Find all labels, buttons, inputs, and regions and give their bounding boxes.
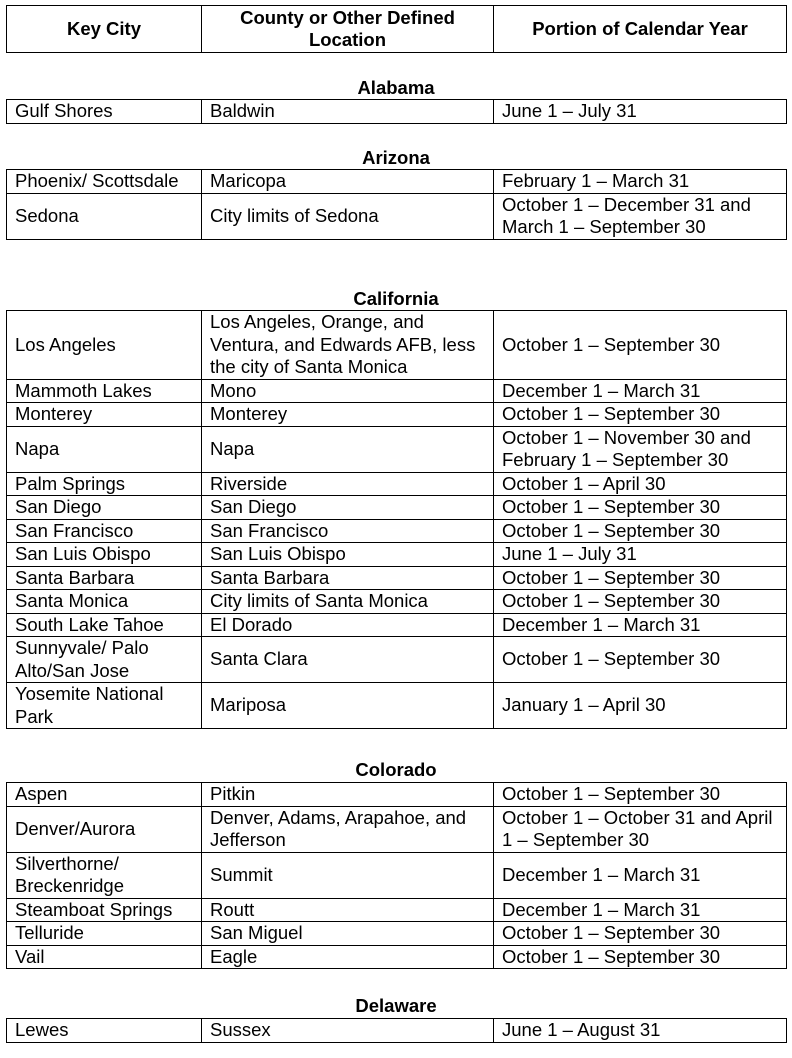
state-table-delaware <box>6 1018 787 1043</box>
portion-cell: February 1 – March 31 <box>494 170 787 194</box>
table-row <box>7 898 787 922</box>
portion-cell: December 1 – March 31 <box>494 852 787 898</box>
state-heading-alabama: Alabama <box>357 77 435 98</box>
city-cell: Aspen <box>7 783 202 807</box>
city-cell: Telluride <box>7 922 202 946</box>
county-cell: Mariposa <box>202 683 494 729</box>
city-cell: Gulf Shores <box>7 100 202 124</box>
portion-cell: December 1 – March 31 <box>494 613 787 637</box>
portion-cell: October 1 – November 30 and February 1 – September 30 <box>494 426 787 472</box>
portion-cell: June 1 – August 31 <box>494 1019 787 1043</box>
table-row <box>7 100 787 124</box>
portion-cell: October 1 – September 30 <box>494 566 787 590</box>
table-row <box>7 379 787 403</box>
city-cell: Los Angeles <box>7 311 202 380</box>
county-cell: Mono <box>202 379 494 403</box>
portion-cell: October 1 – September 30 <box>494 403 787 427</box>
portion-cell: October 1 – April 30 <box>494 472 787 496</box>
city-cell: San Diego <box>7 496 202 520</box>
state-heading-arizona: Arizona <box>362 147 430 168</box>
state-heading-delaware: Delaware <box>355 995 437 1016</box>
portion-cell: October 1 – December 31 and March 1 – September 30 <box>494 193 787 239</box>
state-table-california <box>6 310 787 729</box>
county-cell: Summit <box>202 852 494 898</box>
county-cell: Monterey <box>202 403 494 427</box>
table-row <box>7 590 787 614</box>
county-cell: Santa Clara <box>202 637 494 683</box>
city-cell: Palm Springs <box>7 472 202 496</box>
table-row <box>7 922 787 946</box>
city-cell: Sunnyvale/ Palo Alto/San Jose <box>7 637 202 683</box>
county-cell: Riverside <box>202 472 494 496</box>
header-table <box>6 5 787 53</box>
portion-cell: October 1 – September 30 <box>494 945 787 969</box>
header-row <box>7 6 787 53</box>
county-cell: Denver, Adams, Arapahoe, and Jefferson <box>202 806 494 852</box>
table-row <box>7 806 787 852</box>
table-row <box>7 683 787 729</box>
city-cell: Lewes <box>7 1019 202 1043</box>
county-cell: San Francisco <box>202 519 494 543</box>
county-cell: San Luis Obispo <box>202 543 494 567</box>
table-row <box>7 496 787 520</box>
city-cell: San Luis Obispo <box>7 543 202 567</box>
county-cell: Sussex <box>202 1019 494 1043</box>
table-row <box>7 852 787 898</box>
table-row <box>7 519 787 543</box>
city-cell: Vail <box>7 945 202 969</box>
city-cell: Denver/Aurora <box>7 806 202 852</box>
city-cell: South Lake Tahoe <box>7 613 202 637</box>
city-cell: San Francisco <box>7 519 202 543</box>
table-row <box>7 193 787 239</box>
city-cell: Sedona <box>7 193 202 239</box>
county-cell: Maricopa <box>202 170 494 194</box>
table-row <box>7 1019 787 1043</box>
state-heading-california: California <box>353 288 439 309</box>
portion-cell: October 1 – September 30 <box>494 637 787 683</box>
state-table-alabama <box>6 99 787 124</box>
county-cell: Santa Barbara <box>202 566 494 590</box>
header-key-city: Key City <box>7 6 202 53</box>
table-row <box>7 472 787 496</box>
city-cell: Yosemite National Park <box>7 683 202 729</box>
state-table-colorado <box>6 782 787 969</box>
state-table-arizona <box>6 169 787 240</box>
header-portion: Portion of Calendar Year <box>494 6 787 53</box>
portion-cell: October 1 – September 30 <box>494 496 787 520</box>
county-cell: Routt <box>202 898 494 922</box>
header-county: County or Other Defined Location <box>202 6 494 53</box>
city-cell: Silverthorne/ Breckenridge <box>7 852 202 898</box>
city-cell: Santa Monica <box>7 590 202 614</box>
city-cell: Steamboat Springs <box>7 898 202 922</box>
table-row <box>7 170 787 194</box>
city-cell: Mammoth Lakes <box>7 379 202 403</box>
county-cell: Baldwin <box>202 100 494 124</box>
portion-cell: October 1 – September 30 <box>494 590 787 614</box>
table-row <box>7 613 787 637</box>
table-row <box>7 403 787 427</box>
portion-cell: June 1 – July 31 <box>494 100 787 124</box>
state-heading-colorado: Colorado <box>355 759 437 780</box>
county-cell: San Diego <box>202 496 494 520</box>
county-cell: Pitkin <box>202 783 494 807</box>
portion-cell: October 1 – September 30 <box>494 922 787 946</box>
portion-cell: January 1 – April 30 <box>494 683 787 729</box>
city-cell: Monterey <box>7 403 202 427</box>
county-cell: City limits of Sedona <box>202 193 494 239</box>
portion-cell: December 1 – March 31 <box>494 379 787 403</box>
table-row <box>7 566 787 590</box>
table-row <box>7 945 787 969</box>
portion-cell: October 1 – October 31 and April 1 – September 30 <box>494 806 787 852</box>
portion-cell: October 1 – September 30 <box>494 783 787 807</box>
county-cell: San Miguel <box>202 922 494 946</box>
city-cell: Phoenix/ Scottsdale <box>7 170 202 194</box>
table-row <box>7 637 787 683</box>
city-cell: Napa <box>7 426 202 472</box>
table-row <box>7 311 787 380</box>
table-row <box>7 543 787 567</box>
table-row <box>7 783 787 807</box>
portion-cell: October 1 – September 30 <box>494 519 787 543</box>
portion-cell: October 1 – September 30 <box>494 311 787 380</box>
portion-cell: December 1 – March 31 <box>494 898 787 922</box>
county-cell: El Dorado <box>202 613 494 637</box>
county-cell: Los Angeles, Orange, and Ventura, and Edwards AFB, less the city of Santa Monica <box>202 311 494 380</box>
county-cell: City limits of Santa Monica <box>202 590 494 614</box>
portion-cell: June 1 – July 31 <box>494 543 787 567</box>
county-cell: Eagle <box>202 945 494 969</box>
table-row <box>7 426 787 472</box>
county-cell: Napa <box>202 426 494 472</box>
city-cell: Santa Barbara <box>7 566 202 590</box>
